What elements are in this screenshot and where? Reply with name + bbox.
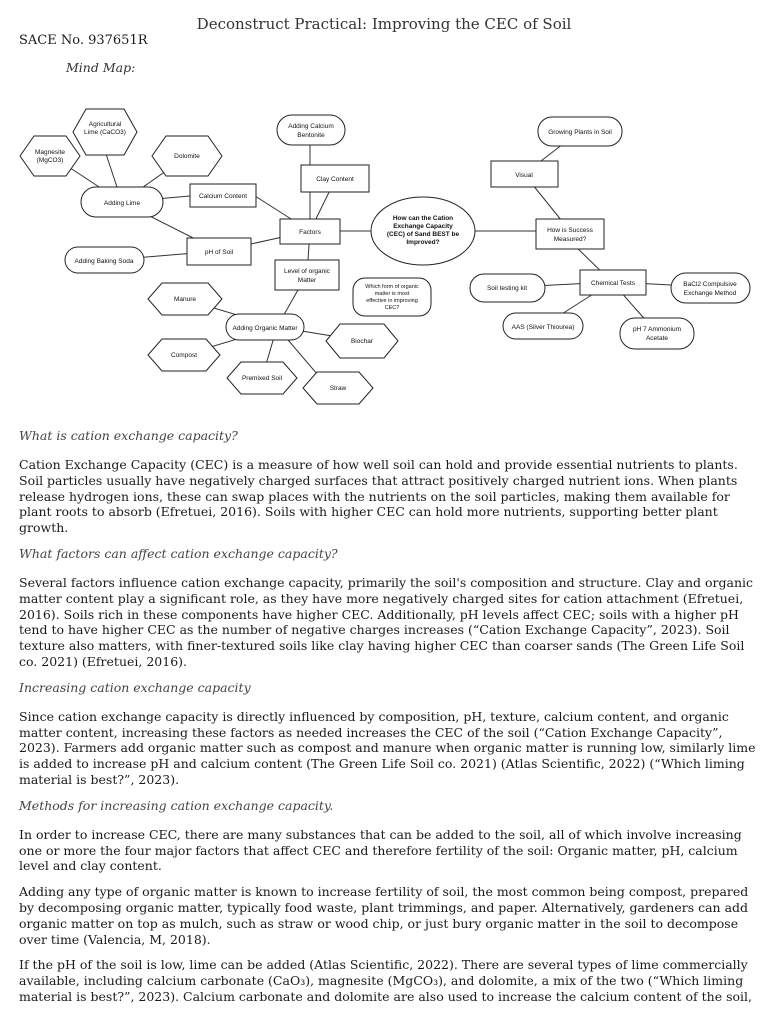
section-paragraph: Several factors influence cation exchange capacity, primarily the soil's composition and structure. Clay and organic matter content play a significant role, as they have more negatively charged sites for cation attachment (Efretuei, 2016). Soils rich in these components have higher CEC. Additionally, pH levels affect CEC; soils with a higher pH tend to have higher CEC as the number of negative charges increases (“Cation Exchange Capacity”, 2023). Soil texture also matters, with finer-textured soils like clay having higher CEC than coarser sands (The Green Life Soil co. 2021) (Efretuei, 2016).	[19, 574, 753, 669]
node-aas	[503, 313, 583, 339]
node-growing-plants	[538, 117, 622, 146]
node-factors	[280, 219, 340, 244]
node-biochar-line: Biochar	[350, 338, 374, 345]
node-which-form-line: matter is most	[374, 291, 410, 297]
node-level-organic-matter	[275, 260, 339, 290]
section-heading: What is cation exchange capacity?	[19, 428, 238, 443]
node-ph7-ammonium-line: pH 7 Ammonium	[632, 326, 682, 333]
node-which-form-line: CEC?	[384, 305, 400, 311]
section-heading: Methods for increasing cation exchange capacity.	[19, 797, 334, 813]
node-how-success	[536, 219, 604, 249]
node-adding-organic-matter-line: Adding Organic Matter	[232, 325, 298, 332]
node-central-question-line: Exchange Capacity	[393, 223, 453, 230]
node-visual-line: Visual	[515, 172, 533, 179]
node-central-question-line: Improved?	[406, 239, 440, 246]
section-heading: What factors can affect cation exchange capacity?	[19, 545, 338, 561]
node-adding-calcium-bentonite	[277, 115, 345, 145]
node-magnesite-line: Magnesite	[35, 149, 65, 156]
page-title: Deconstruct Practical: Improving the CEC of Soil	[196, 15, 572, 33]
section-paragraph: If the pH of the soil is low, lime can be added (Atlas Scientific, 2022). There are several types of lime commercially available, including calcium carbonate (CaO₃), magnesite (MgCO₃), and dolomite, a mix of the two (“Which liming material is best?”, 2023). Calcium carbonate and dolomite are also used to increase the calcium content of the soil,	[19, 957, 753, 1004]
section-paragraph: Cation Exchange Capacity (CEC) is a measure of how well soil can hold and provide essential nutrients to plants. Soil particles usually have negatively charged surfaces that attract positively charged nutrient ions. When plants release hydrogen ions, these can swap places with the nutrients on the soil particles, making them available for plant roots to absorb (Efretuei, 2016). Soils with higher CEC can hold more nutrients, supporting better plant growth.	[19, 457, 738, 536]
node-which-form-line: effective in improving	[366, 298, 418, 304]
node-magnesite-line: (MgCO3)	[36, 157, 64, 164]
node-adding-baking-soda	[65, 247, 144, 273]
node-central-question-line: (CEC) of Sand BEST be	[386, 231, 460, 238]
node-straw-line: Straw	[329, 385, 347, 392]
node-dolomite	[152, 136, 222, 176]
node-soil-testing-kit-line: Soil testing kit	[486, 285, 528, 292]
node-central-question	[371, 197, 475, 265]
node-ph7-ammonium-line: Acetate	[645, 335, 669, 342]
node-growing-plants-line: Growing Plants in Soil	[548, 129, 612, 136]
node-compost-line: Compost	[170, 352, 198, 359]
sace-number: SACE No. 937651R	[19, 33, 148, 48]
mind-map	[0, 78, 768, 423]
node-aas-line: AAS (Silver Thiourea)	[511, 324, 575, 331]
node-level-organic-matter-line: Matter	[297, 277, 317, 284]
node-chemical-tests	[580, 270, 646, 295]
node-clay-content	[301, 165, 369, 192]
node-bacl2	[671, 273, 750, 303]
node-calcium-content	[190, 184, 256, 207]
node-how-success-line: Measured?	[553, 236, 587, 243]
node-level-organic-matter-line: Level of organic	[284, 268, 330, 275]
node-compost	[148, 339, 220, 371]
node-factors-line: Factors	[299, 229, 321, 236]
node-soil-testing-kit	[470, 274, 545, 302]
node-ph-of-soil	[187, 238, 251, 265]
node-premixed-soil	[227, 362, 297, 394]
node-ph-of-soil-line: pH of Soil	[204, 249, 234, 256]
node-adding-baking-soda-line: Adding Baking Soda	[74, 258, 134, 265]
node-visual	[491, 161, 558, 187]
node-dolomite-line: Dolomite	[174, 153, 200, 160]
node-central-question-line: How can the Cation	[392, 215, 454, 222]
node-adding-lime-line: Adding Lime	[103, 200, 141, 207]
node-how-success-line: How is Success	[547, 227, 593, 234]
node-adding-organic-matter	[226, 314, 304, 340]
node-clay-content-line: Clay Content	[316, 176, 354, 183]
node-manure-line: Manure	[173, 296, 197, 303]
section-paragraph: Since cation exchange capacity is directly influenced by composition, pH, texture, calcium content, and organic matter content, increasing these factors as needed increases the CEC of the soil (“Cation Exchange Capacity”, 2023). Farmers add organic matter such as compost and manure when organic matter is running low, similarly lime is added to increase pH and calcium content (The Green Life Soil co. 2021) (Atlas Scientific, 2022) (“Which liming material is best?”, 2023).	[19, 708, 756, 787]
node-magnesite	[20, 136, 80, 176]
mind-map-label: Mind Map:	[66, 60, 136, 75]
node-bacl2-line: BaCl2 Compulsive	[683, 281, 737, 288]
node-agricultural-lime	[73, 109, 137, 155]
node-which-form-line: Which form of organic	[365, 284, 419, 290]
document-body	[19, 428, 759, 1015]
node-agricultural-lime-line: Lime (CaCO3)	[84, 129, 126, 136]
section-paragraph: Adding any type of organic matter is known to increase fertility of soil, the most common being compost, prepared by decomposing organic matter, typically food waste, plant trimmings, and paper. Alternatively, gardeners can add organic matter on top as mulch, such as straw or wood chip, or just bury organic matter in the soil to decompose over time (Valencia, M, 2018).	[19, 884, 749, 947]
node-adding-lime	[81, 187, 163, 217]
node-agricultural-lime-line: Agricultural	[88, 121, 122, 128]
node-which-form	[353, 278, 431, 316]
node-adding-calcium-bentonite-line: Adding Calcium	[288, 123, 334, 130]
node-chemical-tests-line: Chemical Tests	[591, 280, 635, 287]
node-bacl2-line: Exchange Method	[683, 290, 737, 297]
node-calcium-content-line: Calcium Content	[198, 193, 248, 200]
node-ph7-ammonium	[620, 318, 694, 349]
node-biochar	[326, 324, 398, 358]
node-adding-calcium-bentonite-line: Bentonite	[297, 132, 325, 139]
node-premixed-soil-line: Premixed Soil	[241, 375, 283, 382]
node-straw	[303, 372, 373, 404]
node-manure	[148, 283, 222, 315]
section-heading: Increasing cation exchange capacity	[19, 679, 251, 695]
section-paragraph: In order to increase CEC, there are many substances that can be added to the soil, all of which involve increasing one or more the four major factors that affect CEC and therefore fertility of the soil: Organic matter, pH, calcium level and clay content.	[19, 826, 742, 874]
